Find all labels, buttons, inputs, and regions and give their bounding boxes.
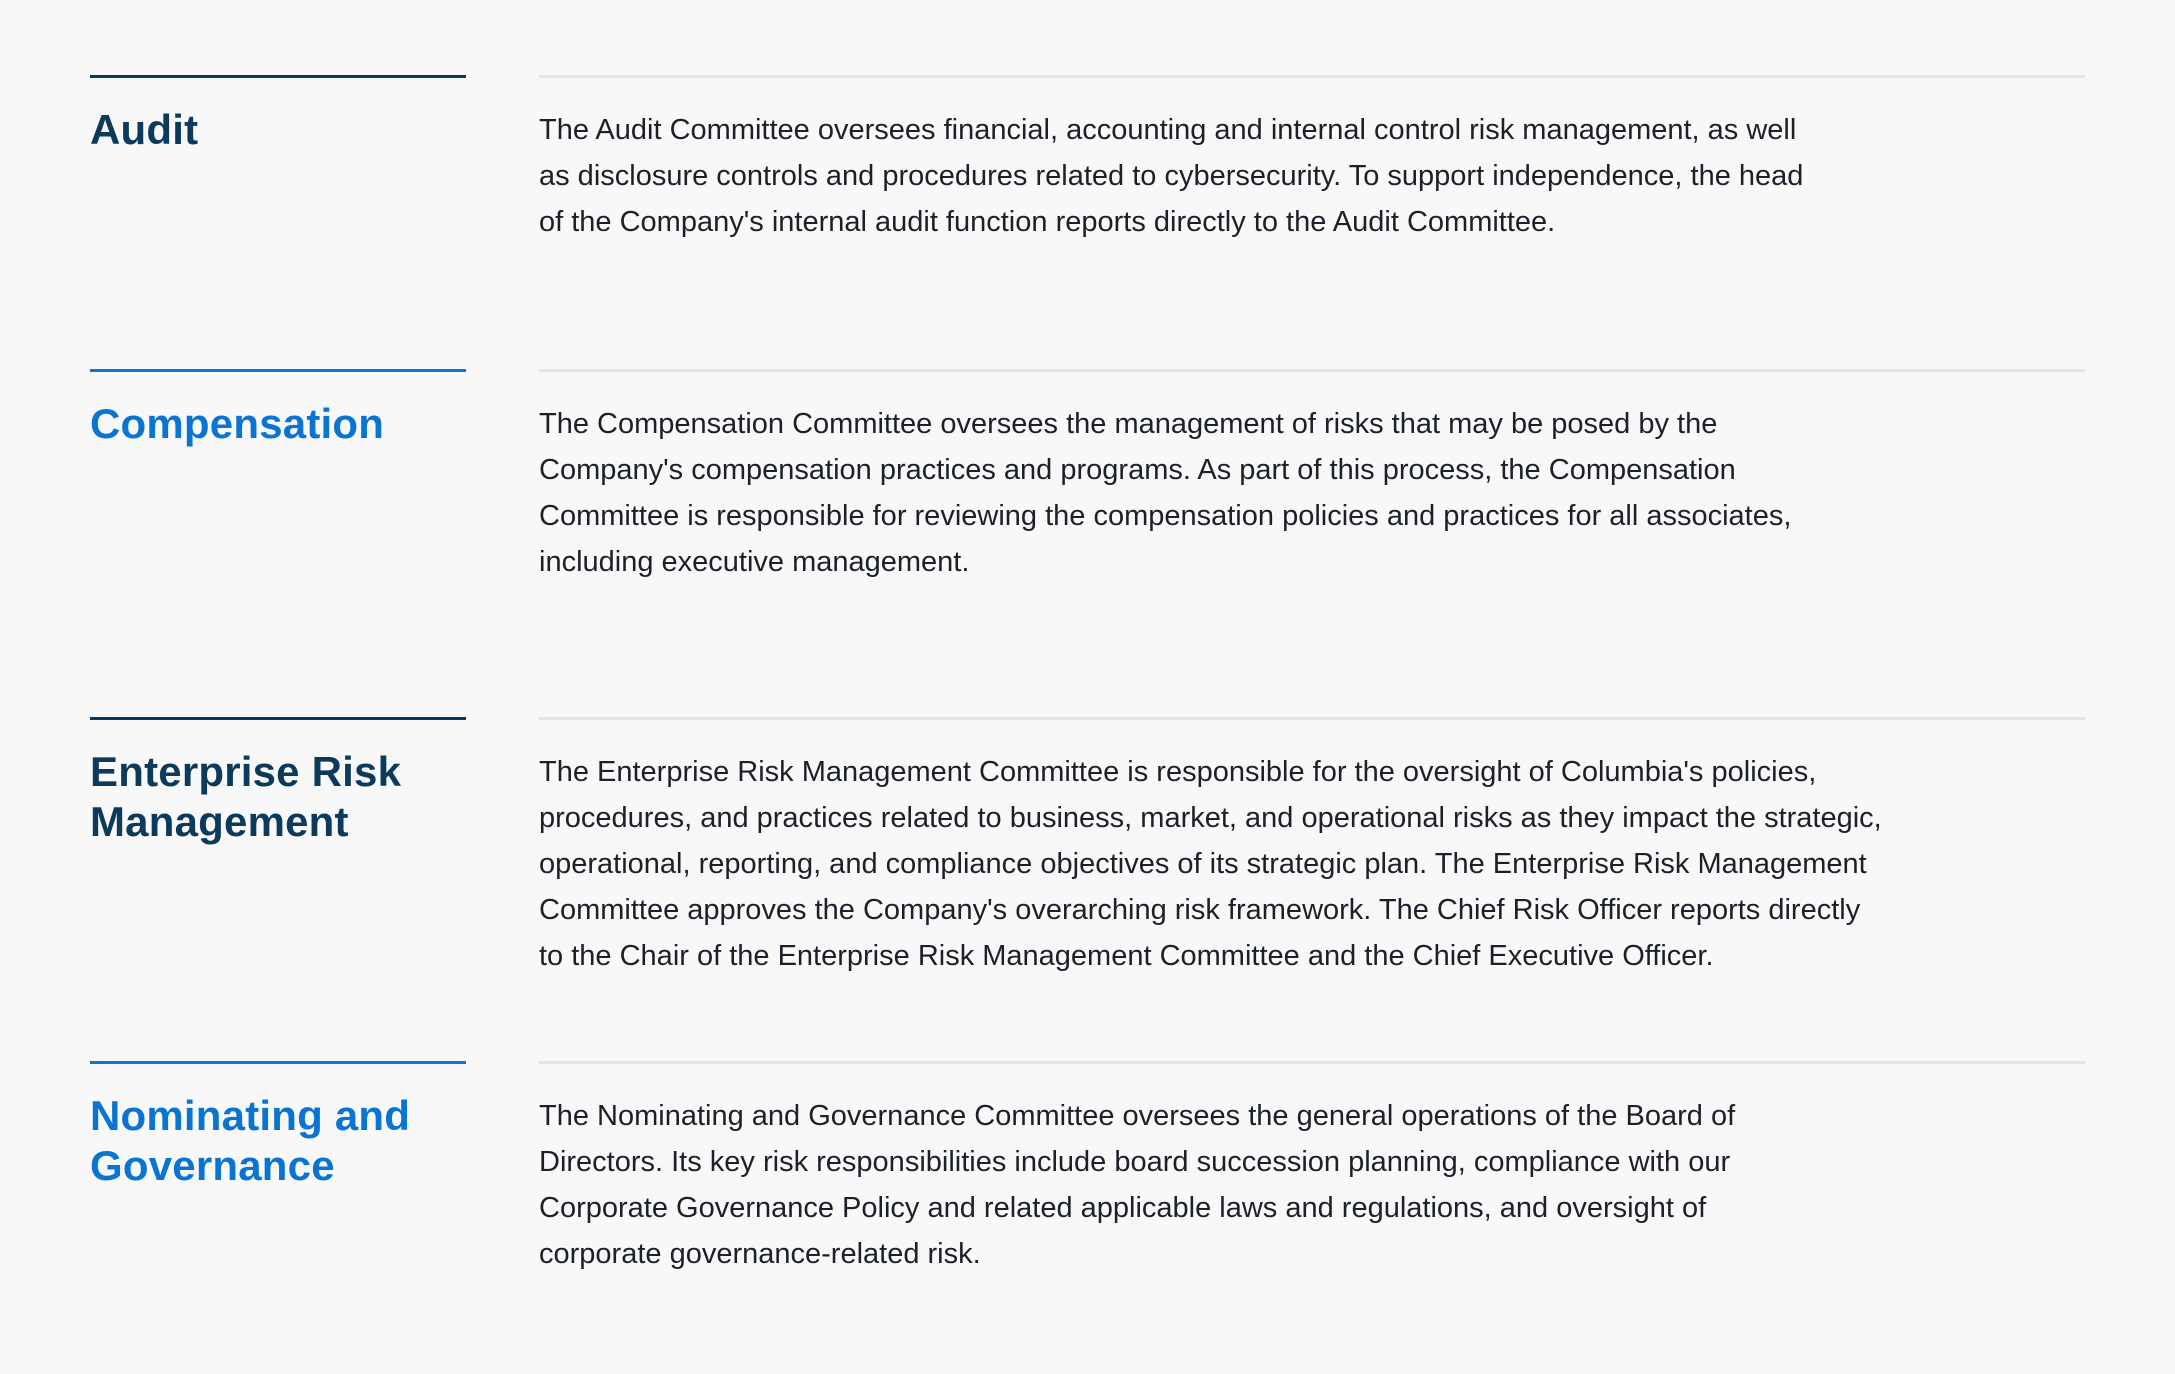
heading-rule xyxy=(90,369,466,372)
divider-rule xyxy=(539,1061,2085,1064)
heading-rule xyxy=(90,75,466,78)
description-line: Committee is responsible for reviewing the compensation policies and practices for all associates, xyxy=(539,500,1792,532)
heading-rule xyxy=(90,1061,466,1064)
description-line: The Compensation Committee oversees the management of risks that may be posed by the xyxy=(539,408,1718,440)
committee-description xyxy=(539,749,1882,979)
committee-description xyxy=(539,1093,1735,1277)
heading-line: Audit xyxy=(90,106,199,153)
heading-line: Nominating and xyxy=(90,1092,411,1139)
description-line: The Nominating and Governance Committee oversees the general operations of the Board of xyxy=(539,1100,1736,1132)
committee-heading xyxy=(90,399,470,449)
description-line: as disclosure controls and procedures related to cybersecurity. To support independence, the head xyxy=(539,160,1804,192)
description-line: Directors. Its key risk responsibilities include board succession planning, compliance with our xyxy=(539,1146,1731,1178)
description-line: corporate governance-related risk. xyxy=(539,1238,981,1270)
committee-heading xyxy=(90,1091,470,1191)
heading-rule xyxy=(90,717,466,720)
description-line: Corporate Governance Policy and related applicable laws and regulations, and oversight of xyxy=(539,1192,1707,1224)
divider-rule xyxy=(539,717,2085,720)
committee-heading xyxy=(90,105,470,155)
heading-line: Management xyxy=(90,798,349,845)
committee-heading xyxy=(90,747,470,847)
description-line: procedures, and practices related to business, market, and operational risks as they impact the strategic, xyxy=(539,802,1882,834)
divider-rule xyxy=(539,369,2085,372)
heading-line: Governance xyxy=(90,1142,335,1189)
description-line: Company's compensation practices and programs. As part of this process, the Compensation xyxy=(539,454,1736,486)
description-line: The Audit Committee oversees financial, accounting and internal control risk management, as well xyxy=(539,114,1797,146)
description-line: Committee approves the Company's overarching risk framework. The Chief Risk Officer reports directly xyxy=(539,894,1861,926)
description-line: The Enterprise Risk Management Committee is responsible for the oversight of Columbia's policies, xyxy=(539,756,1817,788)
committee-description xyxy=(539,107,1803,245)
committee-description xyxy=(539,401,1791,585)
description-line: of the Company's internal audit function reports directly to the Audit Committee. xyxy=(539,206,1556,238)
heading-line: Compensation xyxy=(90,400,385,447)
description-line: operational, reporting, and compliance objectives of its strategic plan. The Enterprise Risk Management xyxy=(539,848,1867,880)
heading-line: Enterprise Risk xyxy=(90,748,402,795)
divider-rule xyxy=(539,75,2085,78)
description-line: to the Chair of the Enterprise Risk Management Committee and the Chief Executive Officer. xyxy=(539,940,1714,972)
description-line: including executive management. xyxy=(539,546,970,578)
